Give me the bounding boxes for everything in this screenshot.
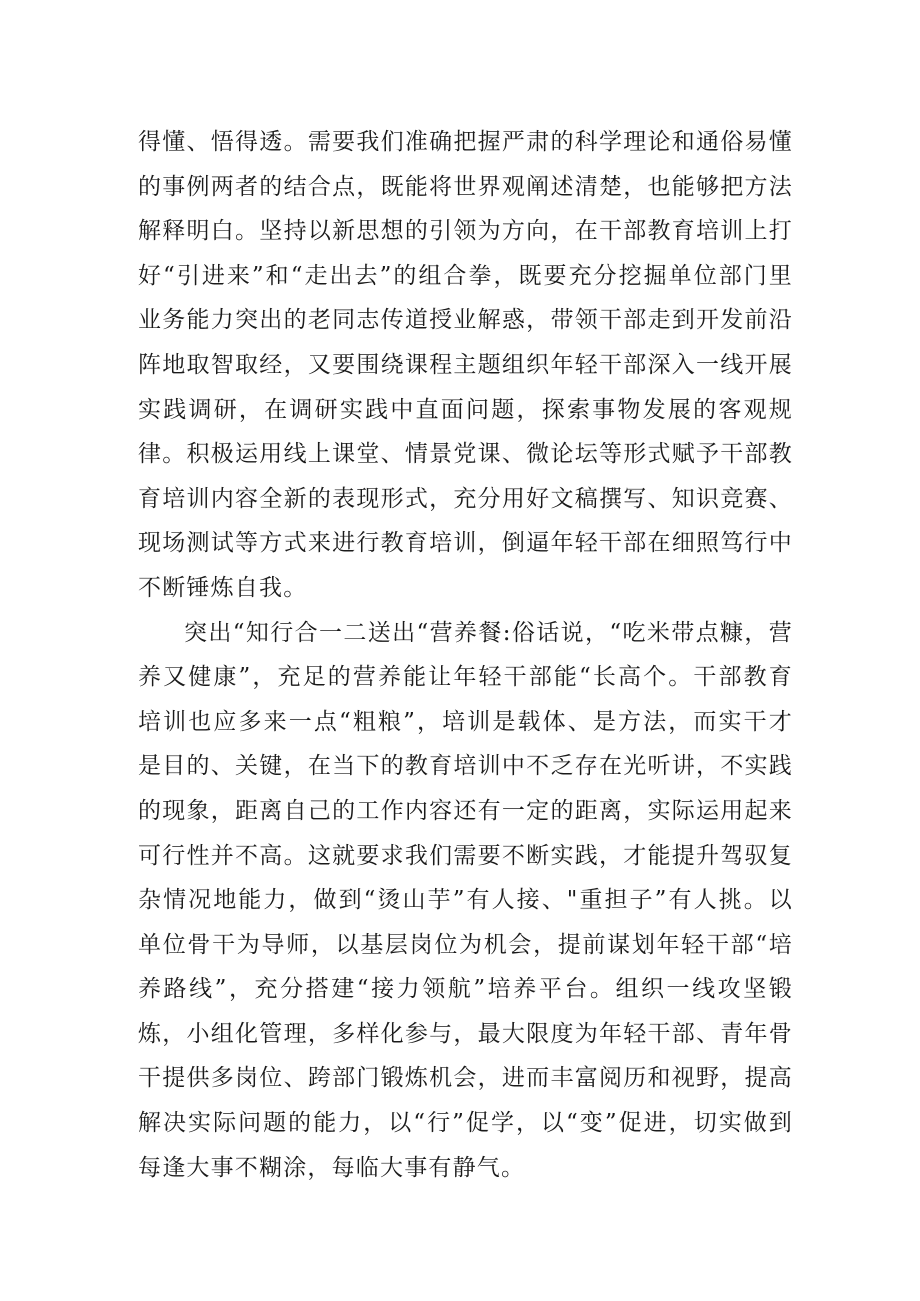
paragraph-continued: 得懂、悟得透。需要我们准确把握严肃的科学理论和通俗易懂的事例两者的结合点，既能将世界观阐述清楚，也能够把方法解释明白。坚持以新思想的引领为方向，在干部教育培训上打好“引进来”和“走出去”的组合拳，既要充分挖掘单位部门里业务能力突出的老同志传道授业解惑，带领干部走到开发前沿阵地取智取经，又要围绕课程主题组织年轻干部深入一线开展实践调研，在调研实践中直面问题，探索事物发展的客观规律。积极运用线上课堂、情景党课、微论坛等形式赋予干部教育培训内容全新的表现形式，充分用好文稿撰写、知识竞赛、现场测试等方式来进行教育培训，倒逼年轻干部在细照笃行中不断锤炼自我。: [138, 129, 793, 601]
document-body: [138, 120, 793, 1190]
paragraph-knowledge-action: 突出“知行合一二送出“营养餐:俗话说，“吃米带点糠，营养又健康”，充足的营养能让年轻干部能“长高个。干部教育培训也应多来一点“粗粮”，培训是载体、是方法，而实干才是目的、关键，在当下的教育培训中不乏存在光听讲，不实践的现象，距离自己的工作内容还有一定的距离，实际运用起来可行性并不高。这就要求我们需要不断实践，才能提升驾驭复杂情况地能力，做到“烫山芋”有人接、"重担子”有人挑。以单位骨干为导师，以基层岗位为机会，提前谋划年轻干部“培养路线”，充分搭建“接力领航”培养平台。组织一线攻坚锻炼，小组化管理，多样化参与，最大限度为年轻干部、青年骨干提供多岗位、跨部门锻炼机会，进而丰富阅历和视野，提高解决实际问题的能力，以“行”促学，以“变”促进，切实做到每逢大事不糊涂，每临大事有静气。: [138, 619, 793, 1181]
